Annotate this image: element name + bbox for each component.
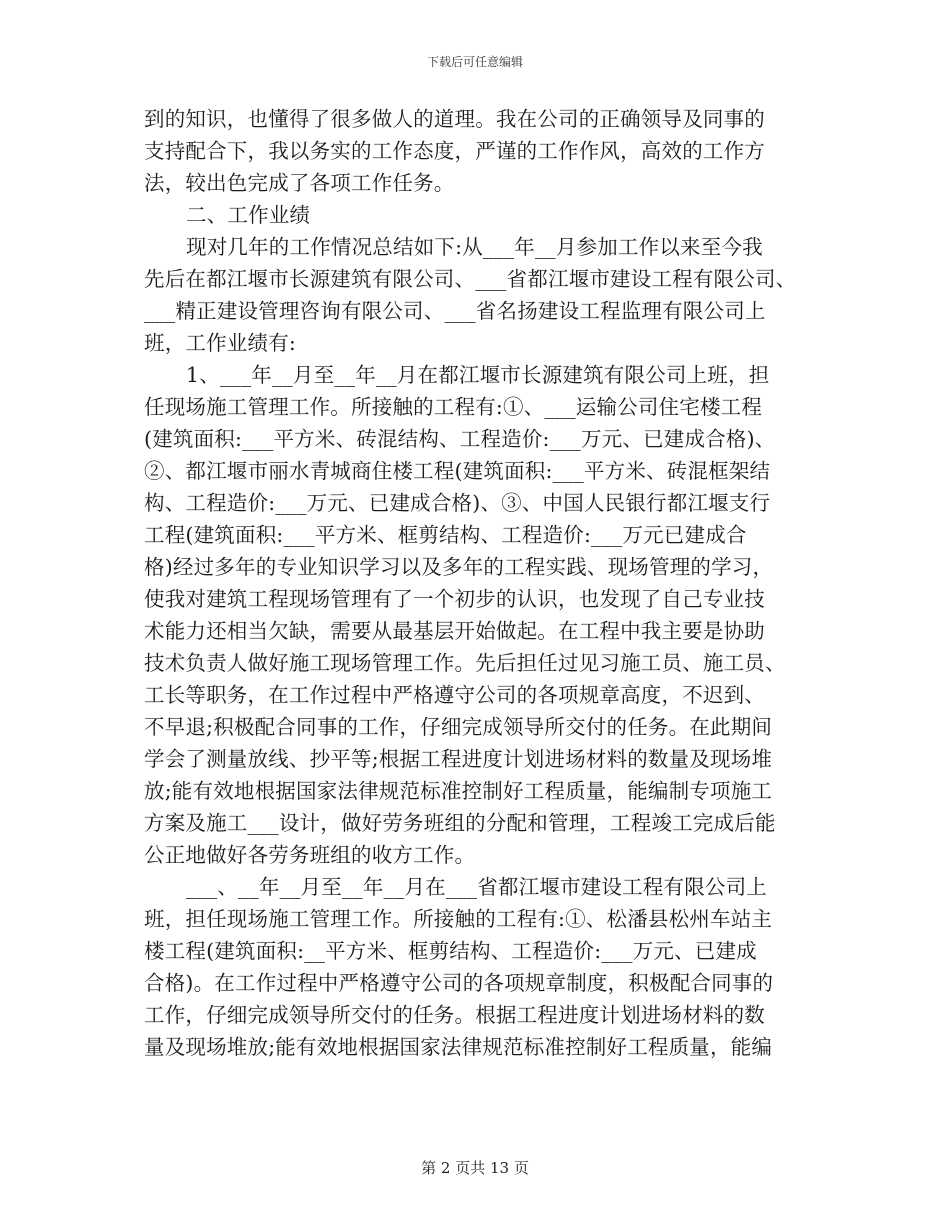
text-line: 量及现场堆放;能有效地根据国家法律规范标准控制好工程质量，能编: [144, 1035, 773, 1059]
text-line: 公正地做好各劳务班组的收方工作。: [144, 843, 476, 867]
text-line: 不早退;积极配合同事的工作，仔细完成领导所交付的任务。在此期间: [144, 715, 773, 739]
text-line: 构、工程造价:___万元、已建成合格)、③、中国人民银行都江堰支行: [144, 491, 771, 515]
text-line: 班，担任现场施工管理工作。所接触的工程有:①、松潘县松州车站主: [144, 907, 773, 931]
text-line: 楼工程(建筑面积:__平方米、框剪结构、工程造价:___万元、已建成: [144, 939, 757, 963]
section-heading: 二、工作业绩: [186, 203, 311, 227]
text-line: 现对几年的工作情况总结如下:从___年__月参加工作以来至今我: [186, 235, 763, 259]
text-line: 任现场施工管理工作。所接触的工程有:①、___运输公司住宅楼工程: [144, 395, 763, 419]
text-line: 班，工作业绩有:: [144, 331, 297, 355]
text-line: 到的知识，也懂得了很多做人的道理。我在公司的正确领导及同事的: [144, 107, 765, 131]
text-line: ___、__年__月至__年__月在___省都江堰市建设工程有限公司上: [186, 875, 767, 899]
text-line: 法，较出色完成了各项工作任务。: [144, 171, 455, 195]
text-line: 术能力还相当欠缺，需要从最基层开始做起。在工程中我主要是协助: [144, 619, 765, 643]
text-line: 使我对建筑工程现场管理有了一个初步的认识，也发现了自己专业技: [144, 587, 765, 611]
text-line: 工作，仔细完成领导所交付的任务。根据工程进度计划进场材料的数: [144, 1003, 765, 1027]
text-line: ②、都江堰市丽水青城商住楼工程(建筑面积:___平方米、砖混框架结: [144, 459, 771, 483]
text-line: 放;能有效地根据国家法律规范标准控制好工程质量，能编制专项施工: [144, 779, 773, 803]
text-line: (建筑面积:___平方米、砖混结构、工程造价:___万元、已建成合格)、: [144, 427, 776, 451]
text-line: 技术负责人做好施工现场管理工作。先后担任过见习施工员、施工员、: [144, 651, 786, 675]
text-line: 学会了测量放线、抄平等;根据工程进度计划进场材料的数量及现场堆: [144, 747, 773, 771]
document-body: [144, 103, 812, 1063]
page-number: 第 2 页共 13 页: [421, 1159, 529, 1177]
text-line: 格)经过多年的专业知识学习以及多年的工程实践、现场管理的学习，: [144, 555, 774, 579]
text-line: ___精正建设管理咨询有限公司、___省名扬建设工程监理有限公司上: [144, 299, 766, 323]
page-header: 下载后可任意编辑: [426, 55, 523, 69]
text-line: 先后在都江堰市长源建筑有限公司、___省都江堰市建设工程有限公司、: [144, 267, 797, 291]
text-line: 方案及施工___设计，做好劳务班组的分配和管理，工程竣工完成后能: [144, 811, 776, 835]
text-line: 1、___年__月至__年__月在都江堰市长源建筑有限公司上班，担: [186, 363, 770, 387]
text-line: 支持配合下，我以务实的工作态度，严谨的工作作风，高效的工作方: [144, 139, 765, 163]
text-line: 工程(建筑面积:___平方米、框剪结构、工程造价:___万元已建成合: [144, 523, 747, 547]
text-line: 合格)。在工作过程中严格遵守公司的各项规章制度，积极配合同事的: [144, 971, 774, 995]
text-line: 工长等职务，在工作过程中严格遵守公司的各项规章高度，不迟到、: [144, 683, 765, 707]
